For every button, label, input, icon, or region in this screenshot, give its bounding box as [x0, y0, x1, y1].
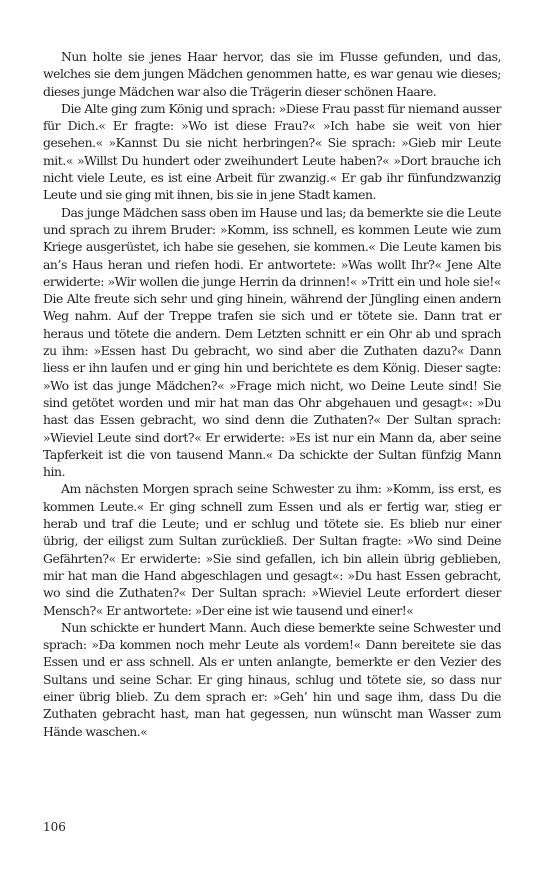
- paragraph: Nun holte sie jenes Haar hervor, das sie im Flusse gefunden, und das, welches sie dem jungen Mädchen genommen hatte, es war genau wie dieses; dieses junge Mädchen war also die Trägerin dieser schönen Haare.: [43, 49, 501, 99]
- paragraph: Die Alte ging zum König und sprach: »Diese Frau passt für niemand ausser für Dich.« Er fragte: »Wo ist diese Frau?« »Ich habe sie weit von hier gesehen.« »Kannst Du sie nicht herbringen?« Sie sprach: »Gieb mir Leute mit.« »Willst Du hundert oder zweihundert Leute haben?« »Dort brauche ich nicht viele Leute, es ist eine Arbeit für zwanzig.« Er gab ihr fünfundzwanzig Leute und sie ging mit ihnen, bis sie in jene Stadt kamen.: [43, 100, 501, 203]
- paragraph: Am nächsten Morgen sprach seine Schwester zu ihm: »Komm, iss erst, es kommen Leute.« Er ging schnell zum Essen und als er fertig war, stieg er herab und traf die Leute; und er schlug und tötete sie. Es blieb nur einer übrig, der eiligst zum Sultan zurückließ. Der Sultan fragte: »Wo sind Deine Gefährten?« Er erwiderte: »Sie sind gefallen, ich bin allein übrig geblieben, mir hat man die Hand abgeschlagen und gesagt«: »Du hast Essen gebracht, wo sind die Zuthaten?« Der Sultan sprach: »Wieviel Leute erfordert dieser Mensch?« Er antwortete: »Der eine ist wie tausend und einer!«: [43, 481, 501, 618]
- paragraph: Das junge Mädchen sass oben im Hause und las; da bemerkte sie die Leute und sprach zu ihrem Bruder: »Komm, iss schnell, es kommen Leute wie zum Kriege ausgerüstet, ich habe sie gesehen, sie kommen.« Die Leute kamen bis an’s Haus heran und riefen hodi. Er antwortete: »Was wollt Ihr?« Jene Alte erwiderte: »Wir wollen die junge Herrin da drinnen!« »Tritt ein und hole sie!« Die Alte freute sich sehr und ging hinein, während der Jüngling einen andern Weg nahm. Auf der Treppe trafen sie sich und er tötete sie. Dann trat er heraus und tötete die andern. Dem Letzten schnitt er ein Ohr ab und sprach zu ihm: »Essen hast Du gebracht, wo sind aber die Zuthaten dazu?« Dann liess er ihn laufen und er ging hin und berichtete es dem König. Dieser sagte: »Wo ist das junge Mädchen?« »Frage mich nicht, wo Deine Leute sind! Sie sind getötet worden und mir hat man das Ohr abgehauen und gesagt«: »Du hast das Essen gebracht, wo sind denn die Zuthaten?« Der Sultan sprach: »Wieviel Leute sind dort?« Er erwiderte: »Es ist nur ein Mann da, aber seine Tapferkeit ist die von tausend Mann.« Da schickte der Sultan fünfzig Mann hin.: [43, 204, 501, 480]
- page-number: 106: [43, 820, 66, 834]
- paragraph: Nun schickte er hundert Mann. Auch diese bemerkte seine Schwester und sprach: »Da kommen noch mehr Leute als vordem!« Dann bereitete sie das Essen und er ass schnell. Als er unten anlangte, bemerkte er den Vezier des Sultans und seine Schar. Er ging hinaus, schlug und tötete sie, so dass nur einer übrig blieb. Zu dem sprach er: »Geh’ hin und sage ihm, dass Du die Zuthaten gebracht hast, man hat gegessen, nun wünscht man Wasser zum Hände waschen.«: [43, 619, 501, 739]
- page-text: [43, 48, 501, 740]
